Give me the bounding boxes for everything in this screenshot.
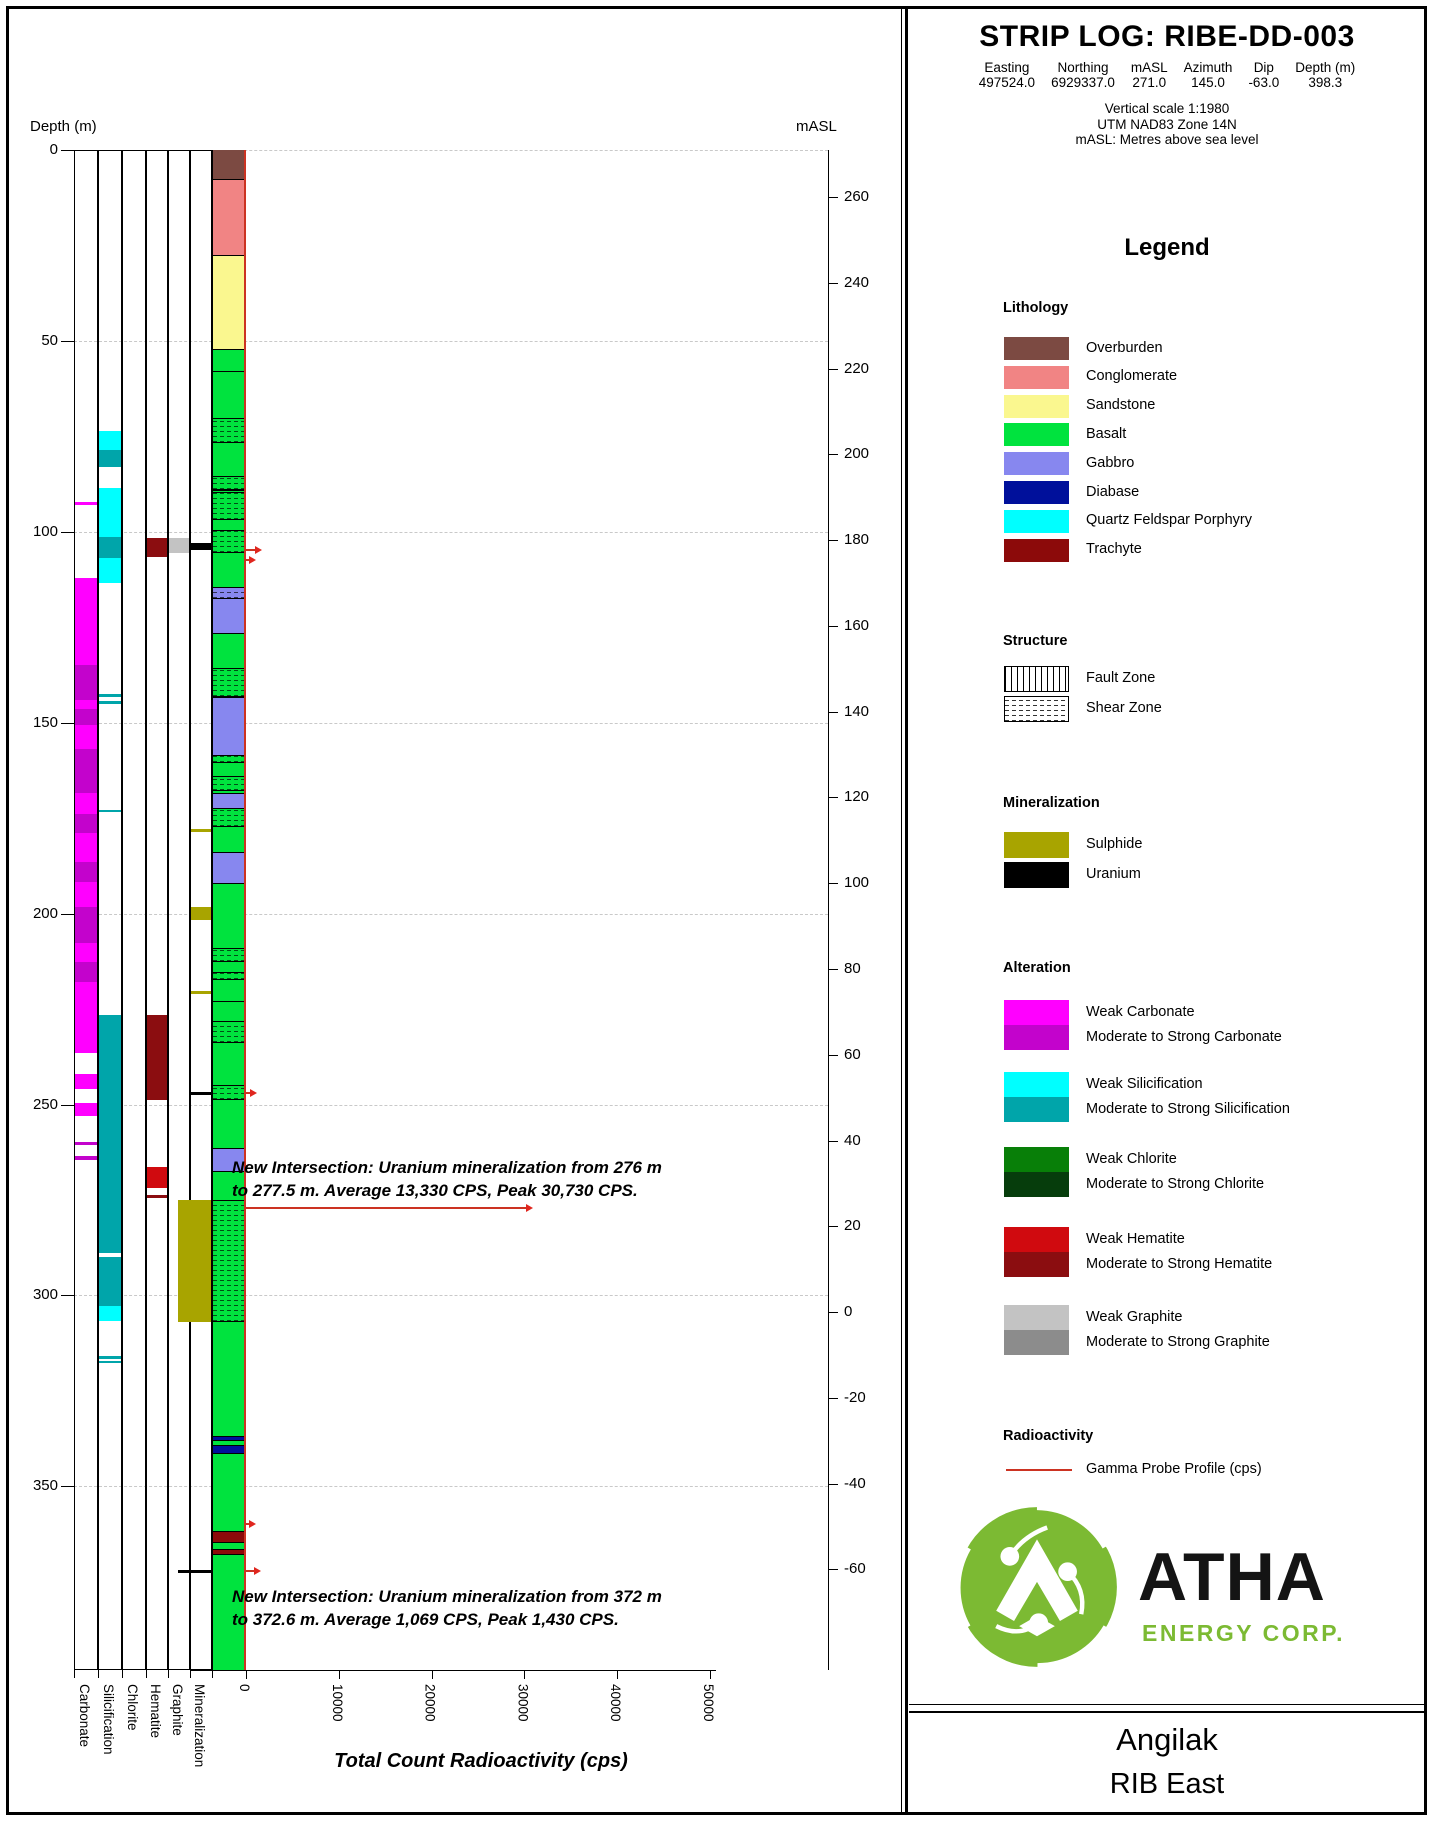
depth-tick-label: 100 [32,522,58,540]
note-utm-zone: UTM NAD83 Zone 14N [1097,117,1237,132]
note-vertical-scale: Vertical scale 1:1980 [1104,101,1230,116]
depth-tick-label: 250 [32,1095,58,1113]
legend-item-label: Weak Hematite [1086,1230,1185,1247]
legend-item-label: Diabase [1086,483,1140,500]
masl-tick-label: 260 [844,188,870,206]
collar-field-label: Azimuth [1183,60,1233,75]
legend-swatch-diabase [1004,481,1069,504]
legend-swatch-strong [1004,1025,1069,1050]
masl-tick-label: 20 [844,1217,861,1235]
masl-tick-label: -60 [844,1560,866,1578]
legend-item-label: Moderate to Strong Hematite [1086,1255,1273,1272]
collar-field-value: 271.0 [1132,75,1167,90]
depth-tick-label: 150 [32,713,58,731]
column-label-chlorite: Chlorite [124,1684,140,1731]
legend-swatch-weak [1004,1227,1069,1252]
legend-swatch-quartz-feldspar-porphyry [1004,510,1069,533]
gamma-axis-title: Total Count Radioactivity (cps) [334,1750,628,1772]
legend-swatch-uranium [1004,862,1069,888]
legend-heading-radioactivity: Radioactivity [1003,1428,1094,1444]
masl-tick-label: 60 [844,1045,861,1063]
gamma-tick-label: 10000 [329,1684,345,1722]
legend-swatch-weak [1004,1305,1069,1330]
masl-tick-label: 120 [844,788,870,806]
legend-item-label: Gamma Probe Profile (cps) [1086,1461,1262,1477]
masl-tick-label: 200 [844,445,870,463]
annotation-line2: to 372.6 m. Average 1,069 CPS, Peak 1,430 CPS. [232,1610,619,1630]
masl-tick-label: 40 [844,1131,861,1149]
atha-logo-icon [952,1502,1122,1672]
legend-item-label: Overburden [1086,339,1163,356]
gamma-tick-label: 0 [237,1684,252,1692]
legend-item-label: Moderate to Strong Silicification [1086,1100,1290,1117]
collar-field-label: mASL [1130,60,1168,75]
legend-swatch-strong [1004,1172,1069,1197]
legend-swatch-shear-zone [1004,696,1069,722]
legend-swatch-fault-zone [1004,666,1069,692]
legend-swatch-sandstone [1004,395,1069,418]
legend-swatch-strong [1004,1330,1069,1355]
column-label-mineralization: Mineralization [192,1684,207,1768]
depth-axis-title: Depth (m) [30,118,97,135]
legend-heading-mineralization: Mineralization [1003,795,1100,811]
depth-tick-label: 350 [32,1477,58,1495]
project-name: Angilak [1116,1722,1218,1757]
collar-field-label: Northing [1057,60,1109,75]
depth-tick-label: 200 [32,904,58,922]
note-masl: mASL: Metres above sea level [1075,132,1259,147]
column-label-carbonate: Carbonate [77,1684,92,1748]
legend-item-label: Weak Carbonate [1086,1003,1195,1020]
collar-field-label: Depth (m) [1295,60,1356,75]
collar-field-value: 145.0 [1191,75,1225,90]
legend-item-label: Trachyte [1086,541,1142,558]
gamma-tick-label: 40000 [608,1684,624,1722]
legend-swatch-weak [1004,1147,1069,1172]
atha-wordmark: ATHA [1138,1539,1326,1615]
masl-axis-title: mASL [796,118,837,135]
legend-title: Legend [1124,234,1210,261]
depth-tick-label: 50 [41,331,58,349]
collar-field-value: -63.0 [1248,75,1280,90]
footer-divider-thin [909,1704,1424,1705]
atha-tagline: ENERGY CORP. [1142,1620,1345,1646]
legend-swatch-overburden [1004,337,1069,360]
masl-tick-label: -20 [844,1388,866,1406]
page-title: STRIP LOG: RIBE-DD-003 [979,20,1355,53]
gamma-line-sample [1006,1469,1072,1471]
legend-item-label: Weak Chlorite [1086,1150,1177,1167]
legend-item-label: Shear Zone [1086,700,1162,716]
masl-tick-label: 160 [844,616,870,634]
legend-swatch-basalt [1004,423,1069,446]
footer-divider-thick [909,1711,1424,1713]
legend-item-label: Quartz Feldspar Porphyry [1086,512,1253,529]
legend-item-label: Uranium [1086,865,1141,882]
legend-item-label: Basalt [1086,425,1127,442]
depth-tick-label: 300 [32,1286,58,1304]
masl-tick-label: 140 [844,702,870,720]
column-label-graphite: Graphite [170,1684,185,1736]
legend-item-label: Moderate to Strong Graphite [1086,1333,1270,1350]
masl-tick-label: 80 [844,960,861,977]
legend-swatch-strong [1004,1097,1069,1122]
legend-item-label: Conglomerate [1086,368,1178,385]
legend-heading-lithology: Lithology [1003,300,1069,316]
legend-swatch-conglomerate [1004,366,1069,389]
annotation-line2: to 277.5 m. Average 13,330 CPS, Peak 30,730 CPS. [232,1180,638,1200]
legend-item-label: Sandstone [1086,397,1156,414]
legend-swatch-weak [1004,1000,1069,1025]
legend-item-label: Moderate to Strong Chlorite [1086,1175,1265,1192]
legend-swatch-weak [1004,1072,1069,1097]
legend-item-label: Weak Silicification [1086,1075,1203,1092]
masl-tick-label: -40 [844,1474,866,1492]
collar-field-label: Dip [1253,60,1274,75]
masl-tick-label: 100 [844,874,870,892]
legend-item-label: Weak Graphite [1086,1308,1183,1325]
legend-item-label: Moderate to Strong Carbonate [1086,1028,1282,1045]
collar-field-label: Easting [984,60,1030,75]
gamma-tick-label: 20000 [422,1684,438,1722]
masl-tick-label: 220 [844,359,870,377]
masl-tick-label: 180 [844,531,870,549]
column-label-hematite: Hematite [147,1684,163,1739]
legend-heading-structure: Structure [1003,633,1068,649]
masl-tick-label: 0 [844,1303,853,1321]
annotation-line1: New Intersection: Uranium mineralization from 372 m [232,1587,662,1607]
collar-field-value: 6929337.0 [1051,75,1115,90]
collar-field-value: 398.3 [1308,75,1343,90]
gamma-tick-label: 30000 [515,1684,531,1722]
legend-swatch-sulphide [1004,832,1069,858]
legend-item-label: Gabbro [1086,454,1135,471]
annotation-line1: New Intersection: Uranium mineralization from 276 m [232,1157,662,1177]
depth-tick-label: 0 [49,141,58,158]
legend-heading-alteration: Alteration [1003,960,1071,976]
legend-item-label: Fault Zone [1086,670,1156,686]
legend-item-label: Sulphide [1086,836,1143,852]
legend-swatch-gabbro [1004,452,1069,475]
collar-field-value: 497524.0 [978,75,1036,90]
column-label-silicification: Silicification [101,1684,116,1755]
gamma-tick-label: 50000 [701,1684,716,1722]
masl-tick-label: 240 [844,273,870,291]
project-area: RIB East [1109,1768,1225,1800]
legend-swatch-strong [1004,1252,1069,1277]
legend-swatch-trachyte [1004,539,1069,562]
